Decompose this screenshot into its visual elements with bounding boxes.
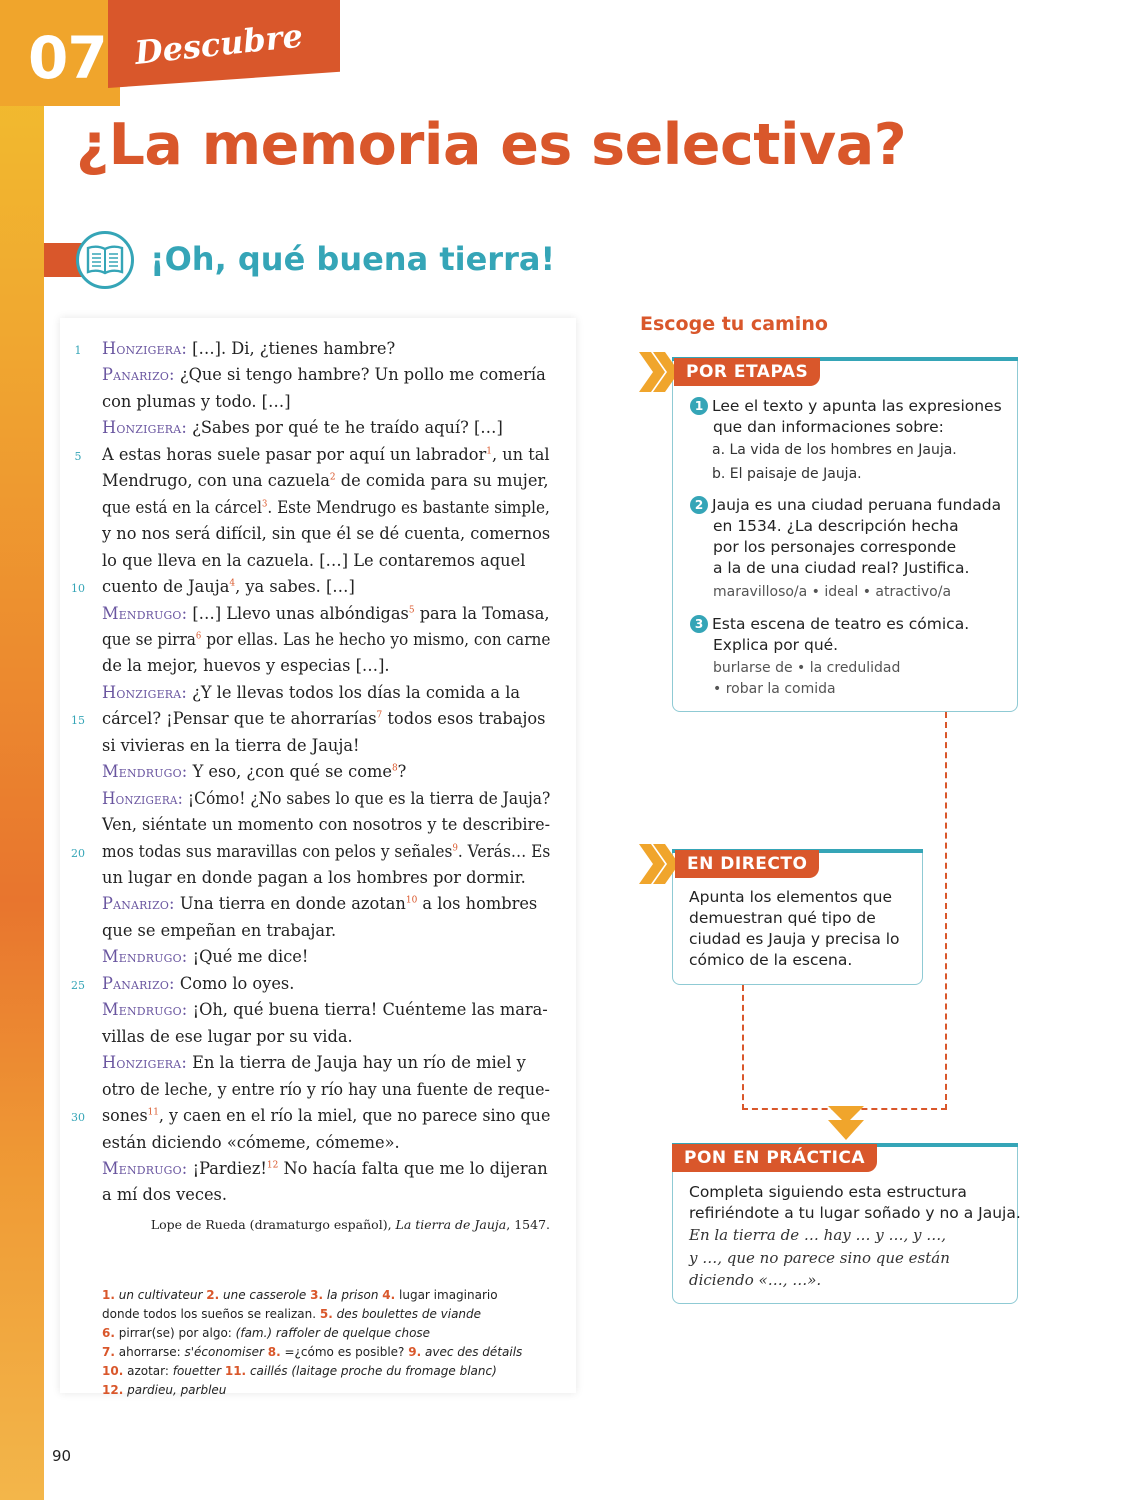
text-line: si vivieras en la tierra de Jauja! xyxy=(102,735,360,755)
question-1-b: b. El paisaje de Jauja. xyxy=(712,466,862,482)
line-number: 5 xyxy=(74,449,82,463)
footnote-ref[interactable]: 4 xyxy=(229,578,236,589)
text-line: de la mejor, huevos y especias […]. xyxy=(102,656,390,676)
pon-en-practica-label: PON EN PRÁCTICA xyxy=(672,1144,877,1172)
attribution-author: Lope de Rueda (dramaturgo español), xyxy=(150,1217,396,1232)
footnote-line: 1. un cultivateur 2. une casserole 3. la prison 4. lugar imaginario xyxy=(102,1288,498,1302)
speaker-name: Honzigera: xyxy=(102,339,187,358)
speaker-name: Mendrugo: xyxy=(102,1158,188,1178)
text-line: Mendrugo: Y eso, ¿con qué se come$^8$? xyxy=(102,762,407,782)
structure-line: En la tierra de … hay … y …, y …, xyxy=(689,1226,947,1244)
text-line: Honzigera: ¿Y le llevas todos los días la comida a la xyxy=(102,682,521,702)
text-line: Honzigera: ¿Sabes por qué te he traído aquí? […] xyxy=(102,418,503,438)
speaker-name: Panarizo: xyxy=(102,973,175,993)
speaker-name: Panarizo: xyxy=(102,894,175,914)
footnote-ref[interactable]: 7 xyxy=(376,710,383,721)
text-line: cárcel? ¡Pensar que te ahorrarías$^7$ todos esos trabajos xyxy=(102,709,546,729)
footnote-line: 7. ahorrarse: s'économiser 8. =¿cómo es posible? 9. avec des détails xyxy=(102,1345,523,1359)
page-number: 90 xyxy=(52,1447,72,1465)
speaker-name: Honzigera: xyxy=(102,682,187,702)
side-color-strip xyxy=(0,0,44,1500)
structure-line: y …, que no parece sino que están xyxy=(689,1249,950,1267)
text-line: Mendrugo: ¡Oh, qué buena tierra! Cuénteme las mara- xyxy=(102,1000,548,1020)
attribution xyxy=(102,1217,550,1232)
speaker-name: Panarizo: xyxy=(102,365,175,385)
por-etapas-label: POR ETAPAS xyxy=(674,358,820,386)
footnote-line: donde todos los sueños se realizan. 5. des boulettes de viande xyxy=(102,1307,482,1321)
text-line: un lugar en donde pagan a los hombres por dormir. xyxy=(102,868,526,887)
footnote-ref[interactable]: 12 xyxy=(266,1160,279,1171)
footnote-ref[interactable]: 3 xyxy=(262,499,268,510)
footnote-ref[interactable]: 9 xyxy=(452,843,458,854)
text-line: Mendrugo, con una cazuela$^2$ de comida para su mujer, xyxy=(102,471,549,491)
speaker-name: Mendrugo: xyxy=(102,1000,188,1020)
text-line: Honzigera: En la tierra de Jauja hay un río de miel y xyxy=(102,1053,526,1073)
pon-en-practica-text: Completa siguiendo esta estructura refiriéndote a tu lugar soñado y no a Jauja. xyxy=(689,1183,1021,1222)
speaker-name: Honzigera: xyxy=(102,1053,187,1073)
speaker-name: Honzigera: xyxy=(102,418,187,438)
text-line: mos todas sus maravillas con pelos y señales$^9$. Verás… Es xyxy=(102,841,551,861)
text-line: Ven, siéntate un momento con nosotros y te describire- xyxy=(102,815,550,835)
question-3: 3 Esta escena de teatro es cómica. Explica por qué. xyxy=(690,614,969,656)
question-2: 2 Jauja es una ciudad peruana fundada en 1534. ¿La descripción hecha por los personajes corresponde a la de una ciudad real? Justifica. xyxy=(690,495,1001,579)
camino-title: Escoge tu camino xyxy=(640,313,828,335)
en-directo-label: EN DIRECTO xyxy=(675,850,819,878)
text-line: con plumas y todo. […] xyxy=(102,391,291,411)
footnote-ref[interactable]: 5 xyxy=(408,605,415,616)
attribution-work: La tierra de Jauja xyxy=(395,1217,507,1232)
connector-line xyxy=(742,985,744,1110)
structure-line: diciendo «…, …». xyxy=(689,1271,822,1289)
footnote-ref[interactable]: 2 xyxy=(329,472,336,483)
text-line: A estas horas suele pasar por aquí un labrador$^1$, un tal xyxy=(102,444,550,464)
question-2-hint: maravilloso/a • ideal • atractivo/a xyxy=(713,584,952,600)
text-line: que está en la cárcel$^3$. Este Mendrugo es bastante simple, xyxy=(102,497,550,517)
text-line: a mí dos veces. xyxy=(102,1185,228,1205)
speaker-name: Mendrugo: xyxy=(102,947,188,967)
text-line: Panarizo: Una tierra en donde azotan$^{10}$ a los hombres xyxy=(102,894,538,914)
speaker-name: Mendrugo: xyxy=(102,603,188,623)
footnote-ref[interactable]: 6 xyxy=(195,631,202,642)
line-number: 10 xyxy=(71,582,85,596)
page-title: ¿La memoria es selectiva? xyxy=(76,112,907,178)
text-line: y no nos será difícil, sin que él se dé cuenta, comernos xyxy=(102,524,551,544)
line-number: 1 xyxy=(74,344,82,357)
text-line: lo que lleva en la cazuela. […] Le contaremos aquel xyxy=(102,550,526,570)
text-line: cuento de Jauja$^4$, ya sabes. […] xyxy=(102,577,355,597)
line-number: 15 xyxy=(71,714,85,728)
text-line: Honzigera: […]. Di, ¿tienes hambre? xyxy=(102,339,396,358)
footnotes xyxy=(102,1286,522,1400)
unit-number: 07 xyxy=(28,24,107,92)
unit-number-box xyxy=(0,0,120,106)
text-line: otro de leche, y entre río y río hay una fuente de reque- xyxy=(102,1079,550,1099)
connector-line xyxy=(945,712,947,1110)
section-title: ¡Oh, qué buena tierra! xyxy=(150,240,556,278)
unit-label: Descubre xyxy=(133,16,305,72)
text-line: Panarizo: ¿Que si tengo hambre? Un pollo me comería xyxy=(102,365,546,385)
question-3-hint: burlarse de • la credulidad xyxy=(713,660,901,676)
footnote-ref[interactable]: 11 xyxy=(147,1107,159,1118)
text-line: Honzigera: ¡Cómo! ¿No sabes lo que es la tierra de Jauja? xyxy=(102,788,551,808)
footnote-ref[interactable]: 8 xyxy=(391,763,398,774)
text-line: Mendrugo: […] Llevo unas albóndigas$^5$ para la Tomasa, xyxy=(102,603,550,623)
text-line: que se empeñan en trabajar. xyxy=(102,920,337,940)
text-line: están diciendo «cómeme, cómeme». xyxy=(102,1132,400,1152)
footnote-line: 12. pardieu, parbleu xyxy=(102,1383,227,1397)
speaker-name: Mendrugo: xyxy=(102,762,188,782)
attribution-year: , 1547. xyxy=(506,1217,550,1232)
text-line: villas de ese lugar por su vida. xyxy=(102,1026,353,1046)
text-line: sones$^{11}$, y caen en el río la miel, que no parece sino que xyxy=(102,1106,551,1126)
text-line: Mendrugo: ¡Qué me dice! xyxy=(102,947,309,967)
en-directo-text: Apunta los elementos que demuestran qué tipo de ciudad es Jauja y precisa lo cómico de la escena. xyxy=(689,888,900,969)
speaker-name: Honzigera: xyxy=(102,788,184,808)
question-3-hint: • robar la comida xyxy=(713,681,836,697)
question-1-a: a. La vida de los hombres en Jauja. xyxy=(712,442,957,458)
question-1: 1 Lee el texto y apunta las expresiones que dan informaciones sobre: xyxy=(690,396,1002,438)
down-chevron-icon xyxy=(826,1104,866,1144)
line-number: 30 xyxy=(71,1111,85,1125)
text-line: Mendrugo: ¡Pardiez!$^{12}$ No hacía falta que me lo dijeran xyxy=(102,1158,548,1178)
footnote-line: 6. pirrar(se) por algo: (fam.) raffoler de quelque chose xyxy=(102,1326,431,1340)
footnote-ref[interactable]: 10 xyxy=(405,896,418,907)
book-icon xyxy=(76,231,134,289)
text-line: Panarizo: Como lo oyes. xyxy=(102,973,295,993)
footnote-line: 10. azotar: fouetter 11. caillés (laitage proche du fromage blanc) xyxy=(102,1364,497,1378)
line-number: 25 xyxy=(71,978,85,992)
footnote-ref[interactable]: 1 xyxy=(486,446,492,457)
line-number: 20 xyxy=(71,846,85,860)
text-line: que se pirra$^6$ por ellas. Las he hecho yo mismo, con carne xyxy=(102,629,551,649)
